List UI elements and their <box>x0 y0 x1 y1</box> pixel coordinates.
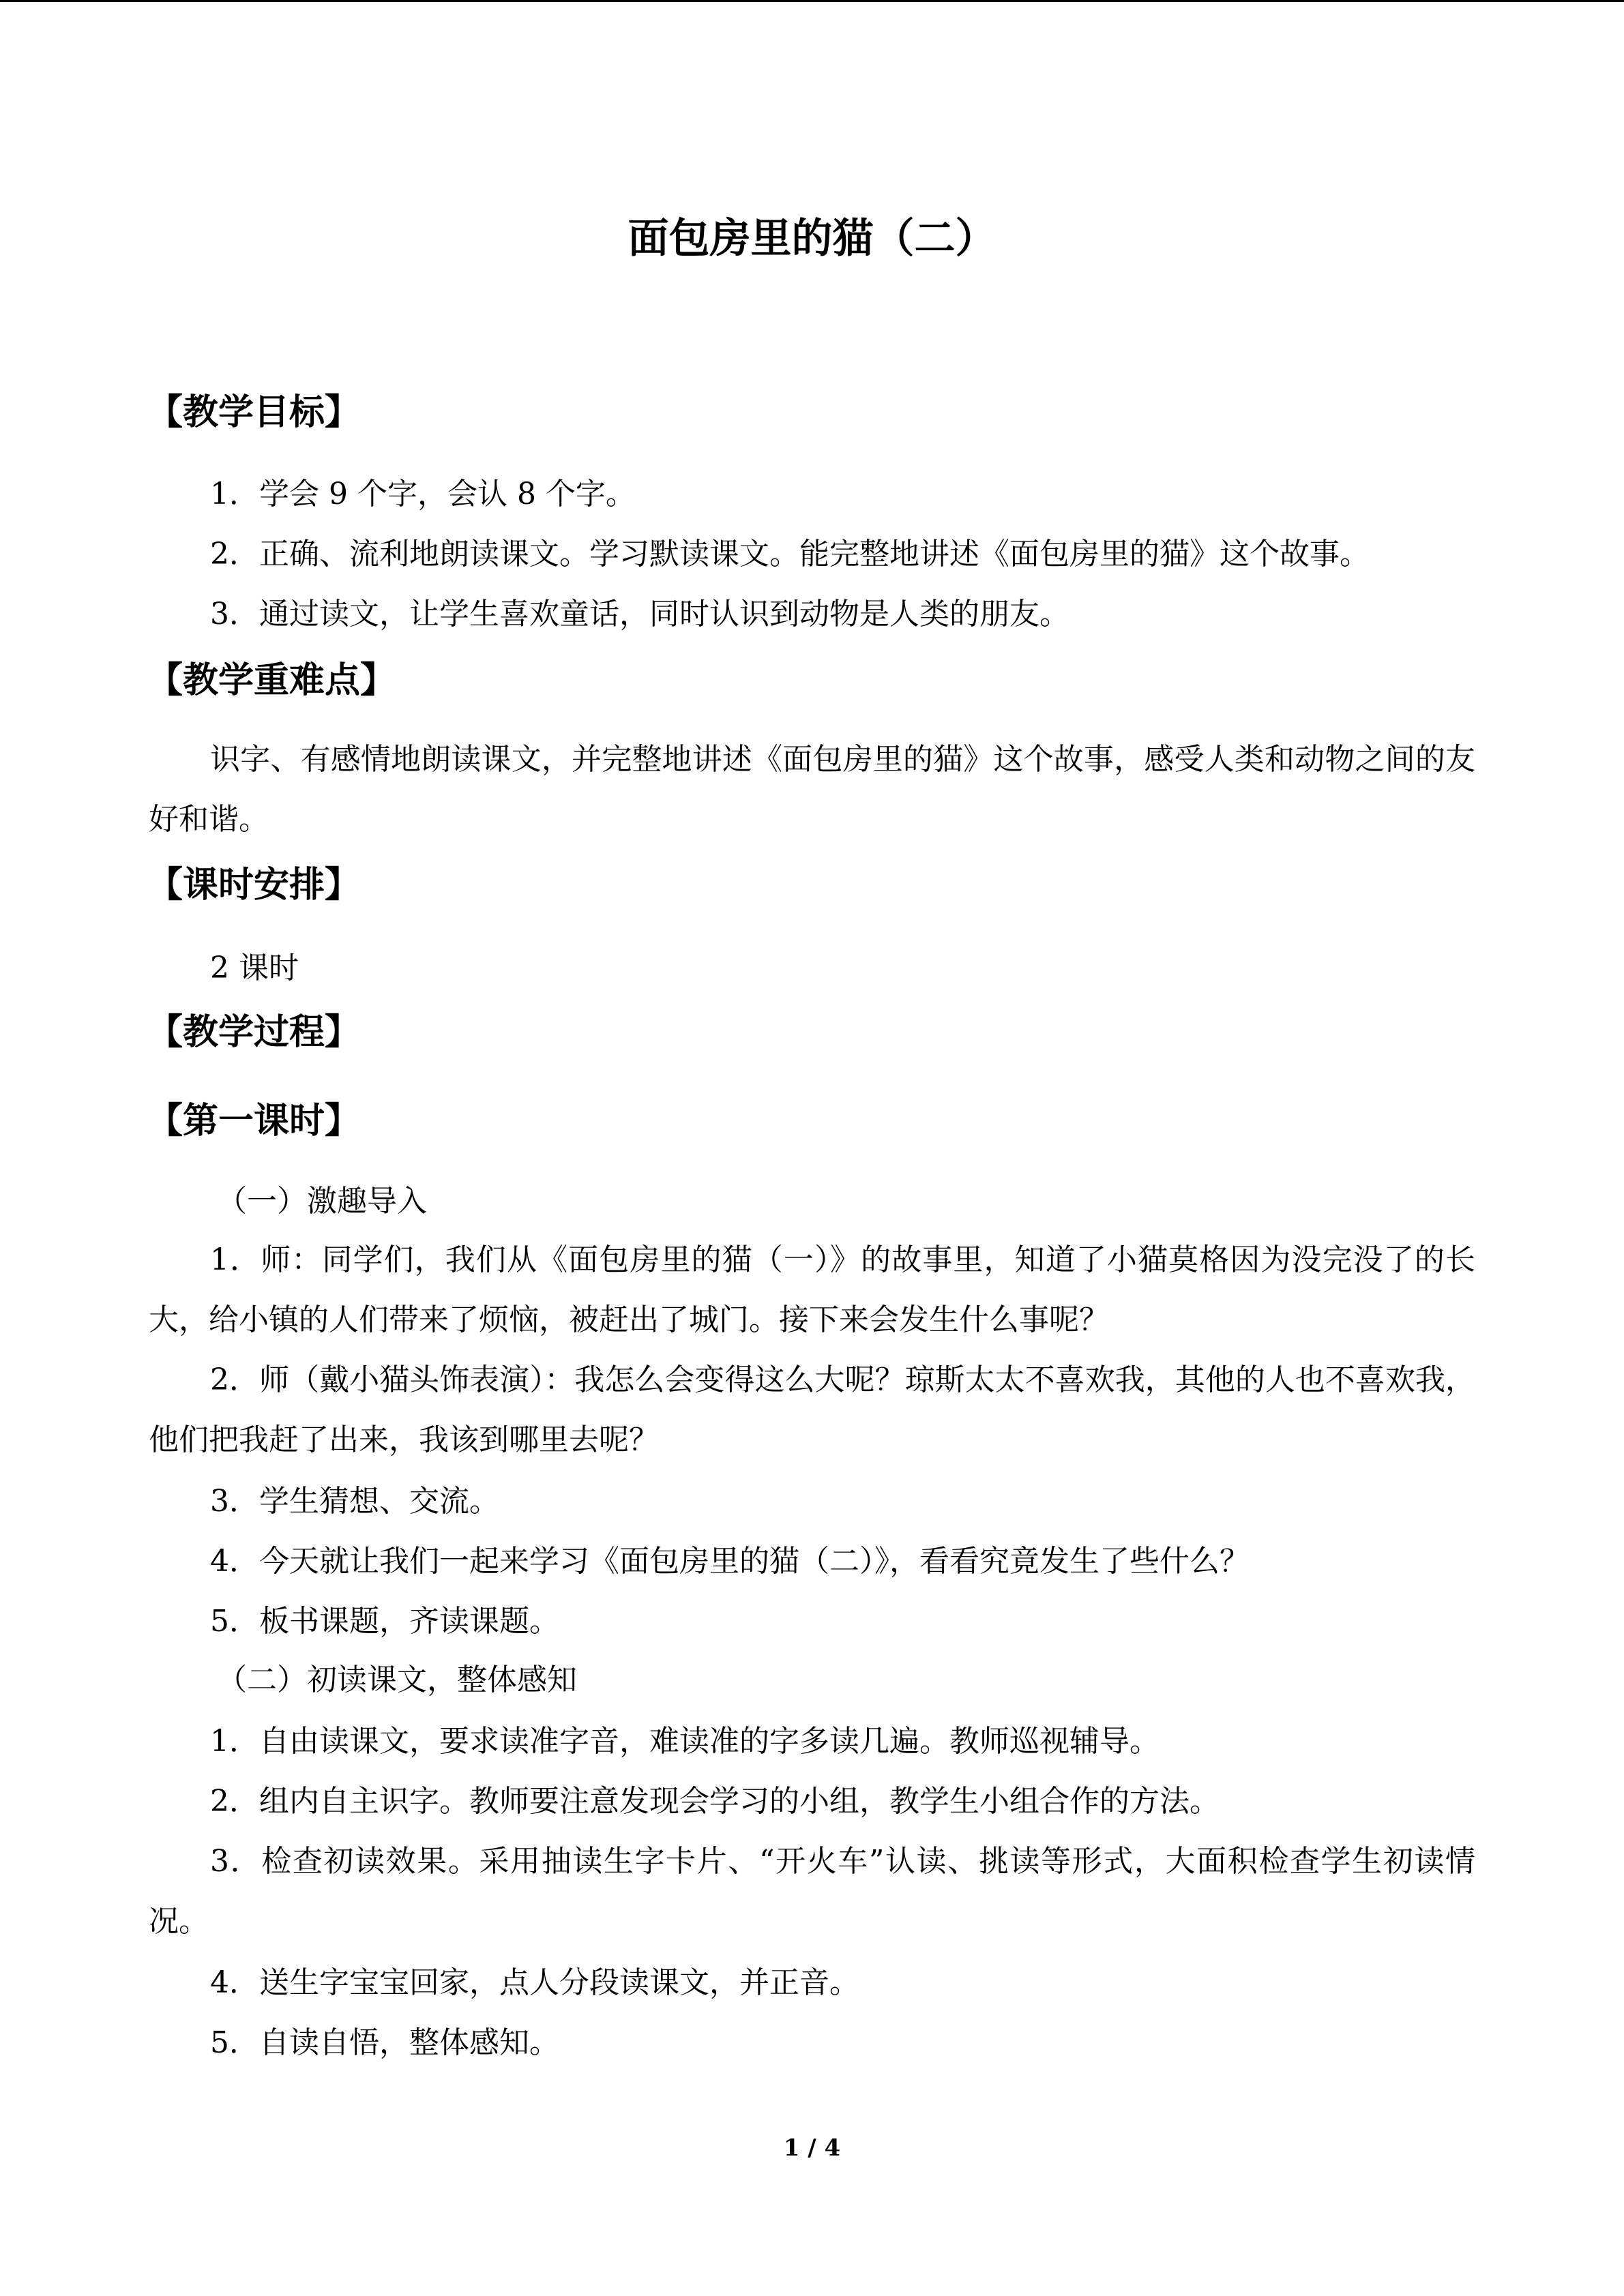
part2-title: （二）初读课文，整体感知 <box>217 1663 577 1697</box>
part2-item-4: 4．送生字宝宝回家，点人分段读课文，并正音。 <box>210 1965 859 2000</box>
heading-process: 【教学过程】 <box>147 1011 361 1053</box>
part1-item-1: 1．师：同学们，我们从《面包房里的猫（一）》的故事里，知道了小猫莫格因为没完没了的长大，给小镇的人们带来了烦恼，被赶出了城门。接下来会发生什么事呢？ <box>149 1242 1475 1337</box>
objective-item-1: 1．学会 9 个字，会认 8 个字。 <box>210 477 636 511</box>
part2-item-5: 5．自读自悟，整体感知。 <box>210 2025 559 2060</box>
part2-item-1: 1．自由读课文，要求读准字音，难读准的字多读几遍。教师巡视辅导。 <box>210 1724 1160 1759</box>
heading-objectives: 【教学目标】 <box>147 391 361 433</box>
page-number: 1 / 4 <box>783 2134 841 2162</box>
part1-item-2: 2．师（戴小猫头饰表演）：我怎么会变得这么大呢？琼斯太太不喜欢我，其他的人也不喜欢我，他们把我赶了出来，我该到哪里去呢？ <box>149 1362 1475 1457</box>
heading-lesson-1: 【第一课时】 <box>147 1100 361 1142</box>
objective-item-3: 3．通过读文，让学生喜欢童话，同时认识到动物是人类的朋友。 <box>210 597 1069 631</box>
key-points-text: 识字、有感情地朗读课文，并完整地讲述《面包房里的猫》这个故事，感受人类和动物之间的友好和谐。 <box>149 742 1475 837</box>
heading-schedule: 【课时安排】 <box>147 864 361 906</box>
part1-item-4: 4．今天就让我们一起来学习《面包房里的猫（二）》，看看究竟发生了些什么？ <box>210 1544 1250 1579</box>
part1-item-3: 3．学生猜想、交流。 <box>210 1484 499 1519</box>
top-border-line <box>0 0 1624 2</box>
part1-item-5: 5．板书课题，齐读课题。 <box>210 1604 559 1639</box>
objective-item-2: 2．正确、流利地朗读课文。学习默读课文。能完整地讲述《面包房里的猫》这个故事。 <box>210 537 1370 571</box>
part1-title: （一）激趣导入 <box>217 1184 427 1219</box>
document-title: 面包房里的猫（二） <box>628 215 996 263</box>
heading-key-points: 【教学重难点】 <box>147 659 396 701</box>
schedule-text: 2 课时 <box>210 951 299 985</box>
part2-item-2: 2．组内自主识字。教师要注意发现会学习的小组，教学生小组合作的方法。 <box>210 1784 1220 1819</box>
part2-item-3: 3．检查初读效果。采用抽读生字卡片、“开火车”认读、挑读等形式，大面积检查学生初读情况。 <box>149 1844 1475 1939</box>
